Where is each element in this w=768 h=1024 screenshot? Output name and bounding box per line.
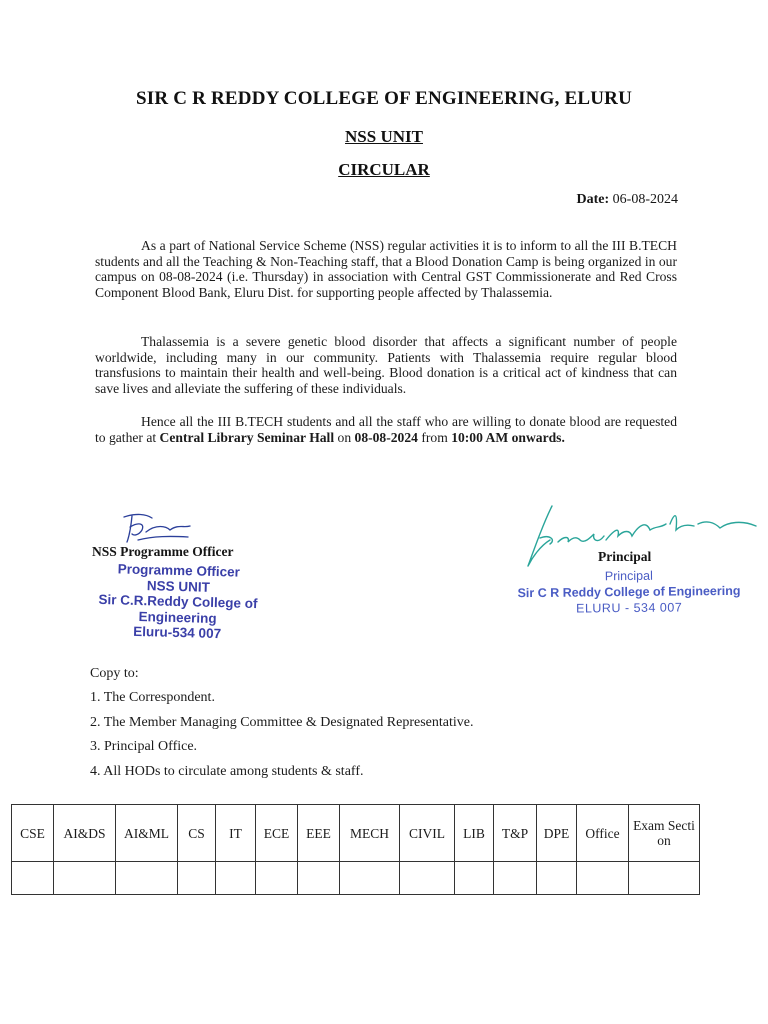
signature-cell xyxy=(494,862,537,895)
signature-cell xyxy=(116,862,178,895)
department-table xyxy=(11,804,700,895)
date-value: 06-08-2024 xyxy=(612,192,678,207)
programme-officer-title: NSS Programme Officer xyxy=(92,544,234,559)
signature-cell xyxy=(577,862,629,895)
gathering-text-1: Hence all the III B.TECH students and all the staff who are willing to donate blood are requested to gather at xyxy=(95,414,677,445)
signature-cell xyxy=(455,862,494,895)
dept-cell: CIVIL xyxy=(400,805,455,862)
po-stamp-line: NSS UNIT xyxy=(146,577,211,595)
po-stamp-line: Sir C.R.Reddy College of Engineering xyxy=(98,591,258,626)
dept-cell: T&P xyxy=(494,805,537,862)
table-header-row xyxy=(12,805,700,862)
gathering-text-2: on xyxy=(334,429,355,445)
dept-cell: CSE xyxy=(12,805,54,862)
dept-cell: AI&DS xyxy=(54,805,116,862)
dept-cell: CS xyxy=(178,805,216,862)
date-label: Date: xyxy=(576,192,610,207)
circular-title: CIRCULAR xyxy=(338,160,430,179)
po-stamp-line: Programme Officer xyxy=(117,561,241,580)
signature-cell xyxy=(537,862,577,895)
principal-stamp-line: ELURU - 534 007 xyxy=(576,600,683,616)
po-stamp-line: Eluru-534 007 xyxy=(133,623,222,642)
signature-cell xyxy=(216,862,256,895)
principal-stamp-line: Principal xyxy=(604,568,653,584)
copy-to-item: 1. The Correspondent. xyxy=(90,690,215,705)
dept-cell: DPE xyxy=(537,805,577,862)
dept-cell: Exam Section xyxy=(629,805,700,862)
copy-to-item: 2. The Member Managing Committee & Designated Representative. xyxy=(90,715,474,730)
gathering-date: 08-08-2024 xyxy=(354,429,418,445)
paragraph-gathering xyxy=(95,414,677,445)
dept-cell: IT xyxy=(216,805,256,862)
signature-cell xyxy=(340,862,400,895)
dept-cell: MECH xyxy=(340,805,400,862)
signature-cell xyxy=(298,862,340,895)
table-signature-row xyxy=(12,862,700,895)
signature-cell xyxy=(400,862,455,895)
circular-date xyxy=(577,192,678,208)
unit-title: NSS UNIT xyxy=(345,127,423,146)
dept-cell: ECE xyxy=(256,805,298,862)
dept-cell: Office xyxy=(577,805,629,862)
copy-to-item: 3. Principal Office. xyxy=(90,739,198,754)
signature-cell xyxy=(256,862,298,895)
principal-stamp xyxy=(504,567,754,618)
principal-stamp-line: Sir C R Reddy College of Engineering xyxy=(517,583,741,601)
gathering-time: 10:00 AM onwards. xyxy=(451,429,565,445)
signature-cell xyxy=(12,862,54,895)
paragraph-thalassemia: Thalassemia is a severe genetic blood disorder that affects a significant number of people worldwide, including many in our community. Patients with Thalassemia require regular blood transfusions to maintain their health and well-being. Blood donation is a critical act of kindness that can save lives and alleviate the suffering of these individuals. xyxy=(95,334,677,396)
gathering-venue: Central Library Seminar Hall xyxy=(159,429,335,445)
programme-officer-stamp xyxy=(59,560,297,644)
signature-cell xyxy=(178,862,216,895)
dept-cell: LIB xyxy=(455,805,494,862)
copy-to-item: 4. All HODs to circulate among students & staff. xyxy=(90,764,364,779)
principal-title: Principal xyxy=(598,549,652,564)
paragraph-announcement: As a part of National Service Scheme (NSS) regular activities it is to inform to all the III B.TECH students and all the Teaching & Non-Teaching staff, that a Blood Donation Camp is being organized in our campus on 08-08-2024 (i.e. Thursday) in association with Central GST Commissionerate and Red Cross Component Blood Bank, Eluru Dist. for supporting people affected by Thalassemia. xyxy=(95,238,677,300)
college-name: SIR C R REDDY COLLEGE OF ENGINEERING, ELURU xyxy=(136,88,632,109)
signature-cell xyxy=(629,862,700,895)
signature-cell xyxy=(54,862,116,895)
copy-to-heading: Copy to: xyxy=(90,666,139,681)
programme-officer-signature xyxy=(118,510,198,546)
gathering-text-3: from xyxy=(417,429,452,445)
dept-cell: EEE xyxy=(298,805,340,862)
dept-cell: AI&ML xyxy=(116,805,178,862)
